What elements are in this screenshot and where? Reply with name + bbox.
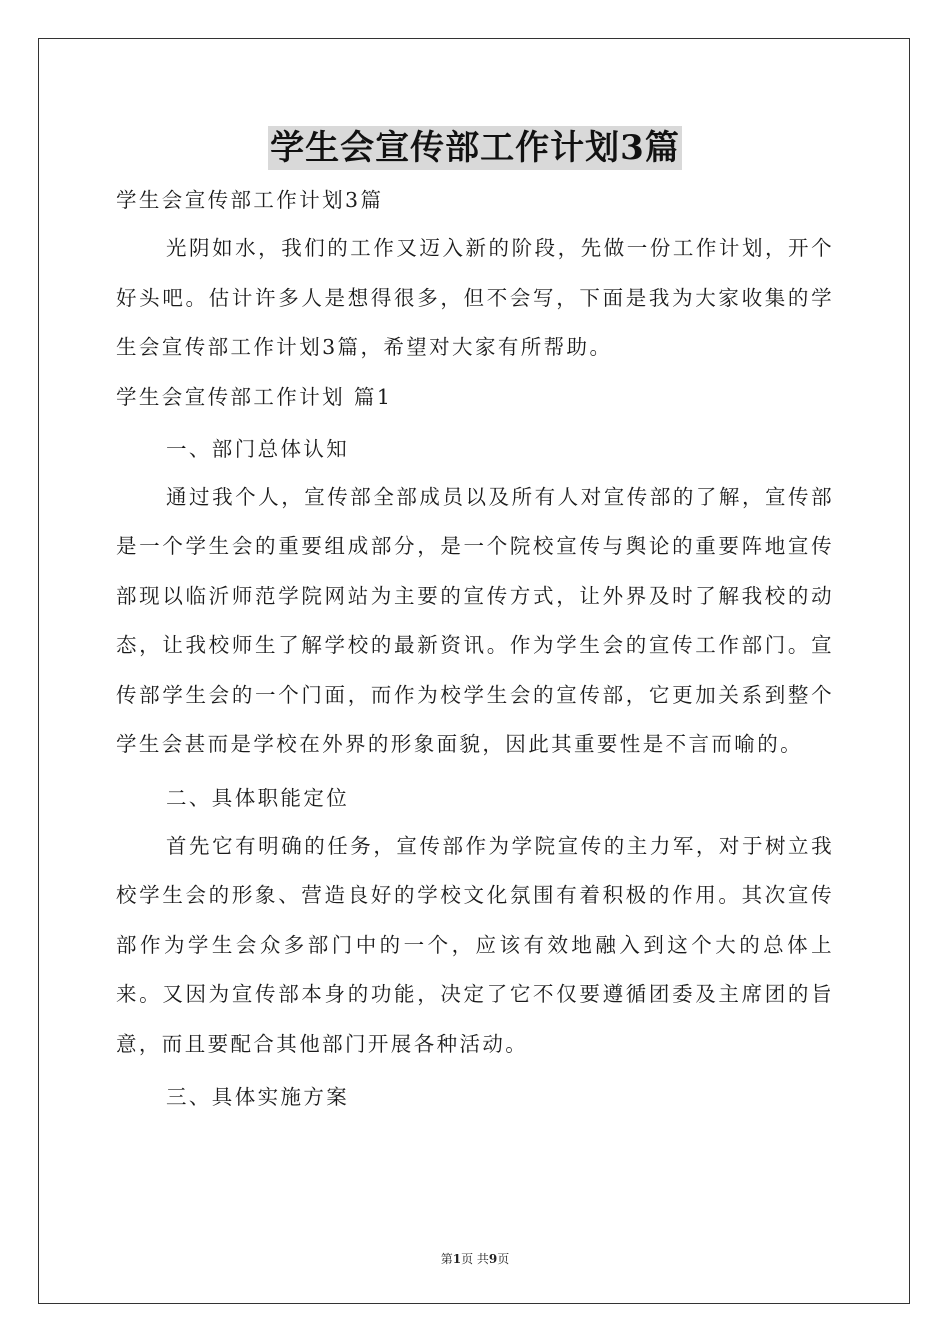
footer-mid: 页 共: [461, 1252, 489, 1266]
title-container: [0, 126, 950, 170]
document-body: [116, 176, 834, 1121]
section-title: 学生会宣传部工作计划 篇1: [116, 384, 393, 409]
paragraph-2: 首先它有明确的任务，宣传部作为学院宣传的主力军，对于树立我校学生会的形象、营造良好的学校文化氛围有着积极的作用。其次宣传部作为学生会众多部门中的一个，应该有效地融入到这个大的总体上来。又因为宣传部本身的功能，决定了它不仅要遵循团委及主席团的旨意，而且要配合其他部门开展各种活动。: [116, 833, 834, 1056]
paragraph-1: 通过我个人，宣传部全部成员以及所有人对宣传部的了解，宣传部是一个学生会的重要组成部分，是一个院校宣传与舆论的重要阵地宣传部现以临沂师范学院网站为主要的宣传方式，让外界及时了解我校的动态，让我校师生了解学校的最新资讯。作为学生会的宣传工作部门。宣传部学生会的一个门面，而作为校学生会的宣传部，它更加关系到整个学生会甚而是学校在外界的形象面貌，因此其重要性是不言而喻的。: [116, 484, 834, 756]
heading-2: 二、具体职能定位: [166, 785, 350, 810]
intro-paragraph: 光阴如水，我们的工作又迈入新的阶段，先做一份工作计划，开个好头吧。估计许多人是想得很多，但不会写，下面是我为大家收集的学生会宣传部工作计划3篇，希望对大家有所帮助。: [116, 236, 834, 359]
footer-prefix: 第: [440, 1252, 453, 1266]
page-footer: [0, 1250, 950, 1267]
heading-1: 一、部门总体认知: [166, 436, 350, 461]
footer-total-pages: 9: [488, 1252, 498, 1266]
footer-suffix: 页: [497, 1252, 510, 1266]
document-subtitle: 学生会宣传部工作计划3篇: [116, 188, 384, 212]
heading-3: 三、具体实施方案: [166, 1085, 350, 1109]
document-title: 学生会宣传部工作计划3篇: [270, 128, 680, 168]
footer-current-page: 1: [452, 1252, 462, 1266]
